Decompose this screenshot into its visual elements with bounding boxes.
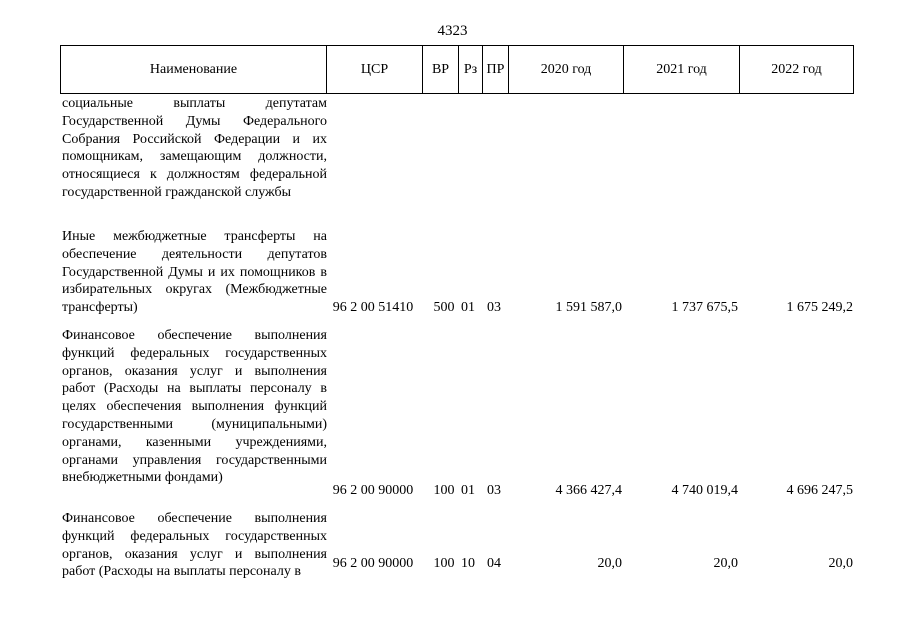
header-pr: ПР (482, 46, 508, 93)
row-2021: 4 740 019,4 (671, 483, 738, 498)
row-name: Финансовое обеспечение выполнения функций федеральных государственных органов, оказания услуг и выполнения работ (Расходы на выплаты персоналу в целях обеспечения выполнения функций государственными (муниципальными) органами, казенными учреждениями, органами управления государственными внебюджетными фондами) (62, 328, 327, 486)
row-rz: 01 (461, 483, 475, 498)
row-csr: 96 2 00 90000 (332, 483, 414, 498)
page-number: 4323 (437, 23, 468, 39)
header-2022: 2022 год (739, 46, 853, 93)
table-header (60, 45, 854, 94)
row-2021: 1 737 675,5 (671, 300, 738, 315)
row-2022: 4 696 247,5 (786, 483, 853, 498)
row-rz: 10 (461, 556, 475, 571)
row-pr: 04 (487, 556, 501, 571)
header-vr: ВР (422, 46, 458, 93)
header-2021: 2021 год (623, 46, 739, 93)
row-vr: 100 (433, 483, 455, 498)
row-2020: 1 591 587,0 (555, 300, 622, 315)
row-rz: 01 (461, 300, 475, 315)
row-vr: 100 (433, 556, 455, 571)
header-csr: ЦСР (326, 46, 422, 93)
row-2020: 4 366 427,4 (555, 483, 622, 498)
header-2020: 2020 год (508, 46, 623, 93)
row-name: Финансовое обеспечение выполнения функций федеральных государственных органов, оказания услуг и выполнения работ (Расходы на выплаты персоналу в (62, 511, 327, 580)
row-pr: 03 (487, 483, 501, 498)
row-2022: 20,0 (828, 556, 853, 571)
row-name: социальные выплаты депутатам Государственной Думы Федерального Собрания Российской Федерации и их помощникам, замещающим должности, относящиеся к должностям федеральной государственной гражданской службы (62, 96, 327, 200)
row-csr: 96 2 00 51410 (332, 300, 414, 315)
header-name: Наименование (149, 61, 238, 77)
header-rz: Рз (458, 46, 482, 93)
row-pr: 03 (487, 300, 501, 315)
row-vr: 500 (433, 300, 455, 315)
row-2020: 20,0 (597, 556, 622, 571)
row-csr: 96 2 00 90000 (332, 556, 414, 571)
row-name: Иные межбюджетные трансферты на обеспечение деятельности депутатов Государственной Думы и их помощников в избирательных округах (Межбюджетные трансферты) (62, 229, 327, 316)
row-2021: 20,0 (713, 556, 738, 571)
row-2022: 1 675 249,2 (786, 300, 853, 315)
